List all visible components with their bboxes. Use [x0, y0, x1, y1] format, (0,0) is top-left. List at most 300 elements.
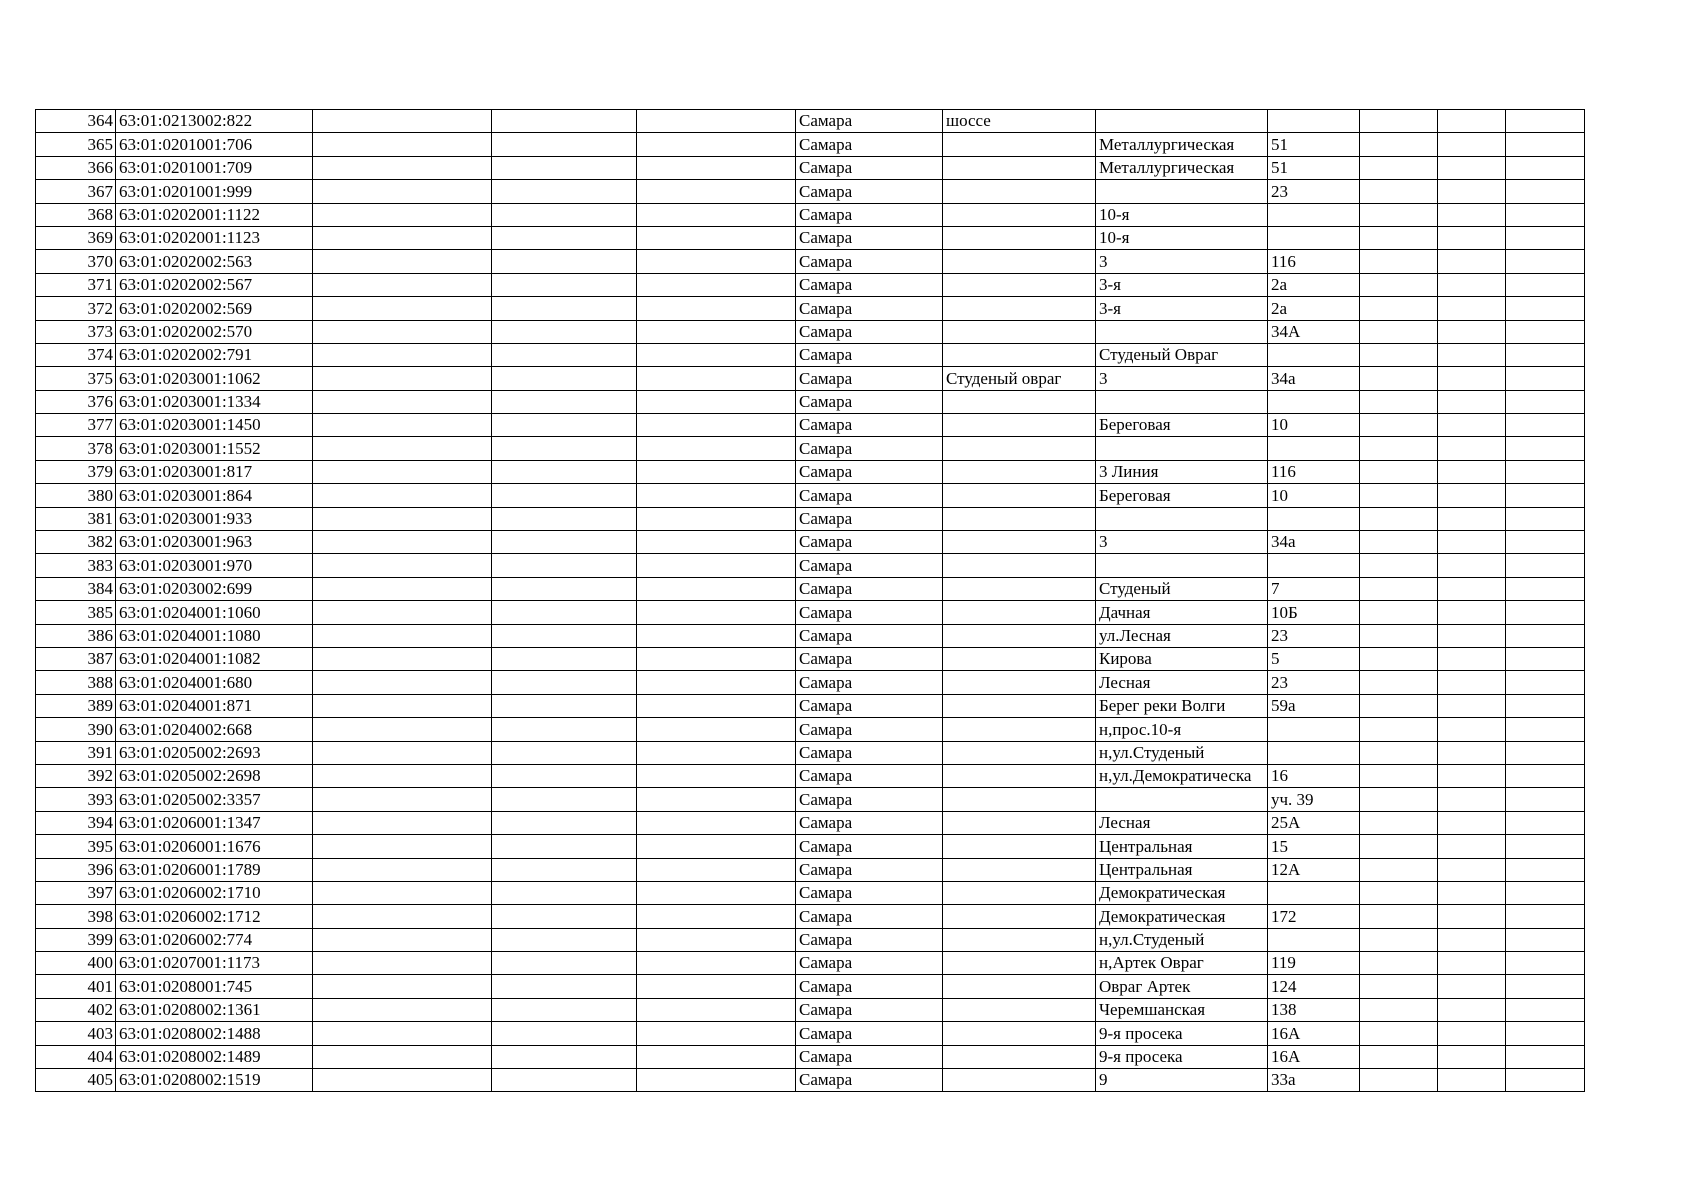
- city-cell: Самара: [796, 647, 943, 670]
- blank-cell-k: [1438, 460, 1506, 483]
- row-number-cell: 374: [36, 343, 116, 366]
- street-cell: Кирова: [1096, 647, 1268, 670]
- house-cell: 7: [1268, 577, 1360, 600]
- table-row: [36, 414, 1585, 437]
- blank-cell-j: [1360, 694, 1438, 717]
- blank-cell-d: [492, 203, 637, 226]
- district-cell: [943, 507, 1096, 530]
- cadastral-number-cell: 63:01:0203001:970: [116, 554, 313, 577]
- house-cell: 138: [1268, 998, 1360, 1021]
- city-cell: Самара: [796, 203, 943, 226]
- blank-cell-e: [637, 1069, 796, 1092]
- row-number-cell: 368: [36, 203, 116, 226]
- table-row: [36, 835, 1585, 858]
- blank-cell-c: [313, 694, 492, 717]
- row-number-cell: 404: [36, 1045, 116, 1068]
- row-number-cell: 388: [36, 671, 116, 694]
- blank-cell-j: [1360, 741, 1438, 764]
- blank-cell-c: [313, 531, 492, 554]
- street-cell: Демократическая: [1096, 905, 1268, 928]
- street-cell: Дачная: [1096, 601, 1268, 624]
- blank-cell-j: [1360, 343, 1438, 366]
- district-cell: [943, 156, 1096, 179]
- city-cell: Самара: [796, 694, 943, 717]
- street-cell: [1096, 507, 1268, 530]
- row-number-cell: 386: [36, 624, 116, 647]
- blank-cell-l: [1506, 577, 1585, 600]
- table-row: [36, 156, 1585, 179]
- district-cell: [943, 858, 1096, 881]
- house-cell: [1268, 741, 1360, 764]
- blank-cell-l: [1506, 273, 1585, 296]
- blank-cell-d: [492, 905, 637, 928]
- house-cell: 119: [1268, 952, 1360, 975]
- city-cell: Самара: [796, 905, 943, 928]
- district-cell: [943, 1045, 1096, 1068]
- blank-cell-j: [1360, 414, 1438, 437]
- city-cell: Самара: [796, 671, 943, 694]
- blank-cell-e: [637, 414, 796, 437]
- district-cell: [943, 905, 1096, 928]
- city-cell: Самара: [796, 133, 943, 156]
- blank-cell-d: [492, 507, 637, 530]
- blank-cell-e: [637, 226, 796, 249]
- city-cell: Самара: [796, 297, 943, 320]
- blank-cell-d: [492, 156, 637, 179]
- blank-cell-l: [1506, 367, 1585, 390]
- blank-cell-d: [492, 133, 637, 156]
- blank-cell-j: [1360, 531, 1438, 554]
- house-cell: 2а: [1268, 273, 1360, 296]
- cadastral-number-cell: 63:01:0202002:570: [116, 320, 313, 343]
- house-cell: 116: [1268, 460, 1360, 483]
- row-number-cell: 371: [36, 273, 116, 296]
- row-number-cell: 399: [36, 928, 116, 951]
- blank-cell-e: [637, 1045, 796, 1068]
- row-number-cell: 370: [36, 250, 116, 273]
- city-cell: Самара: [796, 601, 943, 624]
- city-cell: Самара: [796, 881, 943, 904]
- blank-cell-d: [492, 764, 637, 787]
- row-number-cell: 372: [36, 297, 116, 320]
- city-cell: Самара: [796, 414, 943, 437]
- city-cell: Самара: [796, 858, 943, 881]
- row-number-cell: 393: [36, 788, 116, 811]
- district-cell: шоссе: [943, 110, 1096, 133]
- district-cell: [943, 531, 1096, 554]
- cadastral-number-cell: 63:01:0202002:563: [116, 250, 313, 273]
- house-cell: 116: [1268, 250, 1360, 273]
- blank-cell-d: [492, 226, 637, 249]
- blank-cell-k: [1438, 811, 1506, 834]
- blank-cell-j: [1360, 671, 1438, 694]
- cadastral-number-cell: 63:01:0204001:1082: [116, 647, 313, 670]
- blank-cell-d: [492, 811, 637, 834]
- district-cell: [943, 437, 1096, 460]
- table-row: [36, 1069, 1585, 1092]
- blank-cell-k: [1438, 577, 1506, 600]
- city-cell: Самара: [796, 110, 943, 133]
- row-number-cell: 382: [36, 531, 116, 554]
- row-number-cell: 385: [36, 601, 116, 624]
- blank-cell-j: [1360, 180, 1438, 203]
- blank-cell-e: [637, 694, 796, 717]
- blank-cell-l: [1506, 1069, 1585, 1092]
- district-cell: [943, 998, 1096, 1021]
- house-cell: [1268, 343, 1360, 366]
- blank-cell-j: [1360, 203, 1438, 226]
- table-row: [36, 273, 1585, 296]
- blank-cell-d: [492, 998, 637, 1021]
- cadastral-number-cell: 63:01:0204002:668: [116, 718, 313, 741]
- blank-cell-k: [1438, 741, 1506, 764]
- row-number-cell: 364: [36, 110, 116, 133]
- blank-cell-c: [313, 1022, 492, 1045]
- blank-cell-e: [637, 601, 796, 624]
- cadastral-number-cell: 63:01:0203001:1552: [116, 437, 313, 460]
- street-cell: Студеный: [1096, 577, 1268, 600]
- blank-cell-k: [1438, 531, 1506, 554]
- blank-cell-d: [492, 390, 637, 413]
- blank-cell-c: [313, 858, 492, 881]
- city-cell: Самара: [796, 343, 943, 366]
- blank-cell-c: [313, 320, 492, 343]
- blank-cell-d: [492, 1022, 637, 1045]
- blank-cell-l: [1506, 156, 1585, 179]
- blank-cell-d: [492, 1045, 637, 1068]
- blank-cell-l: [1506, 928, 1585, 951]
- row-number-cell: 383: [36, 554, 116, 577]
- street-cell: [1096, 788, 1268, 811]
- blank-cell-e: [637, 624, 796, 647]
- street-cell: н,прос.10-я: [1096, 718, 1268, 741]
- blank-cell-e: [637, 905, 796, 928]
- cadastral-number-cell: 63:01:0204001:1060: [116, 601, 313, 624]
- table-row: [36, 928, 1585, 951]
- blank-cell-e: [637, 484, 796, 507]
- cadastral-number-cell: 63:01:0208002:1361: [116, 998, 313, 1021]
- blank-cell-c: [313, 180, 492, 203]
- street-cell: Лесная: [1096, 671, 1268, 694]
- row-number-cell: 380: [36, 484, 116, 507]
- blank-cell-j: [1360, 484, 1438, 507]
- house-cell: уч. 39: [1268, 788, 1360, 811]
- row-number-cell: 395: [36, 835, 116, 858]
- city-cell: Самара: [796, 320, 943, 343]
- house-cell: 124: [1268, 975, 1360, 998]
- table-row: [36, 975, 1585, 998]
- row-number-cell: 365: [36, 133, 116, 156]
- blank-cell-j: [1360, 250, 1438, 273]
- blank-cell-c: [313, 414, 492, 437]
- cadastral-number-cell: 63:01:0201001:999: [116, 180, 313, 203]
- blank-cell-d: [492, 180, 637, 203]
- row-number-cell: 400: [36, 952, 116, 975]
- table-row: [36, 343, 1585, 366]
- table-row: [36, 671, 1585, 694]
- district-cell: [943, 1022, 1096, 1045]
- blank-cell-k: [1438, 226, 1506, 249]
- city-cell: Самара: [796, 741, 943, 764]
- row-number-cell: 387: [36, 647, 116, 670]
- blank-cell-c: [313, 226, 492, 249]
- table-row: [36, 718, 1585, 741]
- blank-cell-j: [1360, 881, 1438, 904]
- blank-cell-e: [637, 203, 796, 226]
- blank-cell-e: [637, 975, 796, 998]
- blank-cell-c: [313, 484, 492, 507]
- blank-cell-e: [637, 1022, 796, 1045]
- blank-cell-c: [313, 764, 492, 787]
- blank-cell-d: [492, 694, 637, 717]
- blank-cell-k: [1438, 881, 1506, 904]
- blank-cell-j: [1360, 297, 1438, 320]
- blank-cell-l: [1506, 741, 1585, 764]
- city-cell: Самара: [796, 390, 943, 413]
- blank-cell-e: [637, 531, 796, 554]
- house-cell: 59а: [1268, 694, 1360, 717]
- blank-cell-j: [1360, 320, 1438, 343]
- blank-cell-j: [1360, 905, 1438, 928]
- blank-cell-d: [492, 110, 637, 133]
- city-cell: Самара: [796, 1069, 943, 1092]
- city-cell: Самара: [796, 624, 943, 647]
- street-cell: Демократическая: [1096, 881, 1268, 904]
- city-cell: Самара: [796, 180, 943, 203]
- blank-cell-c: [313, 343, 492, 366]
- blank-cell-c: [313, 507, 492, 530]
- house-cell: [1268, 881, 1360, 904]
- blank-cell-l: [1506, 858, 1585, 881]
- blank-cell-l: [1506, 975, 1585, 998]
- district-cell: [943, 180, 1096, 203]
- blank-cell-k: [1438, 718, 1506, 741]
- blank-cell-l: [1506, 414, 1585, 437]
- blank-cell-c: [313, 156, 492, 179]
- house-cell: [1268, 554, 1360, 577]
- street-cell: ул.Лесная: [1096, 624, 1268, 647]
- blank-cell-k: [1438, 952, 1506, 975]
- street-cell: 3-я: [1096, 273, 1268, 296]
- cadastral-number-cell: 63:01:0207001:1173: [116, 952, 313, 975]
- cadastral-number-cell: 63:01:0202001:1122: [116, 203, 313, 226]
- blank-cell-k: [1438, 250, 1506, 273]
- blank-cell-c: [313, 110, 492, 133]
- district-cell: [943, 297, 1096, 320]
- blank-cell-j: [1360, 624, 1438, 647]
- table-row: [36, 297, 1585, 320]
- house-cell: 51: [1268, 156, 1360, 179]
- table-row: [36, 226, 1585, 249]
- blank-cell-j: [1360, 835, 1438, 858]
- cadastral-number-cell: 63:01:0205002:2693: [116, 741, 313, 764]
- house-cell: 10: [1268, 414, 1360, 437]
- blank-cell-k: [1438, 1069, 1506, 1092]
- blank-cell-e: [637, 507, 796, 530]
- blank-cell-k: [1438, 905, 1506, 928]
- district-cell: [943, 835, 1096, 858]
- blank-cell-d: [492, 1069, 637, 1092]
- house-cell: 33а: [1268, 1069, 1360, 1092]
- street-cell: Овраг Артек: [1096, 975, 1268, 998]
- blank-cell-l: [1506, 952, 1585, 975]
- house-cell: 16А: [1268, 1022, 1360, 1045]
- row-number-cell: 384: [36, 577, 116, 600]
- district-cell: [943, 788, 1096, 811]
- blank-cell-d: [492, 273, 637, 296]
- table-row: [36, 1045, 1585, 1068]
- table-row: [36, 180, 1585, 203]
- blank-cell-k: [1438, 835, 1506, 858]
- blank-cell-c: [313, 671, 492, 694]
- blank-cell-d: [492, 788, 637, 811]
- blank-cell-d: [492, 484, 637, 507]
- blank-cell-c: [313, 601, 492, 624]
- blank-cell-j: [1360, 156, 1438, 179]
- blank-cell-c: [313, 811, 492, 834]
- blank-cell-d: [492, 928, 637, 951]
- blank-cell-k: [1438, 507, 1506, 530]
- blank-cell-d: [492, 297, 637, 320]
- blank-cell-e: [637, 320, 796, 343]
- blank-cell-j: [1360, 811, 1438, 834]
- street-cell: н,Артек Овраг: [1096, 952, 1268, 975]
- blank-cell-k: [1438, 694, 1506, 717]
- street-cell: 10-я: [1096, 203, 1268, 226]
- city-cell: Самара: [796, 1045, 943, 1068]
- blank-cell-e: [637, 952, 796, 975]
- table-row: [36, 437, 1585, 460]
- blank-cell-j: [1360, 764, 1438, 787]
- table-body: [36, 110, 1585, 1092]
- blank-cell-c: [313, 788, 492, 811]
- blank-cell-d: [492, 835, 637, 858]
- blank-cell-k: [1438, 998, 1506, 1021]
- district-cell: [943, 273, 1096, 296]
- house-cell: [1268, 507, 1360, 530]
- street-cell: 3 Линия: [1096, 460, 1268, 483]
- street-cell: 3: [1096, 367, 1268, 390]
- street-cell: [1096, 437, 1268, 460]
- street-cell: 10-я: [1096, 226, 1268, 249]
- city-cell: Самара: [796, 788, 943, 811]
- blank-cell-e: [637, 811, 796, 834]
- row-number-cell: 403: [36, 1022, 116, 1045]
- table-row: [36, 624, 1585, 647]
- street-cell: Центральная: [1096, 858, 1268, 881]
- house-cell: 12А: [1268, 858, 1360, 881]
- blank-cell-d: [492, 647, 637, 670]
- cadastral-number-cell: 63:01:0203001:864: [116, 484, 313, 507]
- street-cell: Металлургическая: [1096, 133, 1268, 156]
- blank-cell-k: [1438, 390, 1506, 413]
- blank-cell-d: [492, 414, 637, 437]
- blank-cell-l: [1506, 764, 1585, 787]
- blank-cell-c: [313, 998, 492, 1021]
- blank-cell-l: [1506, 1022, 1585, 1045]
- district-cell: [943, 320, 1096, 343]
- street-cell: Береговая: [1096, 484, 1268, 507]
- blank-cell-e: [637, 764, 796, 787]
- district-cell: [943, 203, 1096, 226]
- row-number-cell: 373: [36, 320, 116, 343]
- row-number-cell: 389: [36, 694, 116, 717]
- blank-cell-j: [1360, 226, 1438, 249]
- city-cell: Самара: [796, 952, 943, 975]
- city-cell: Самара: [796, 437, 943, 460]
- table-row: [36, 133, 1585, 156]
- street-cell: Береговая: [1096, 414, 1268, 437]
- blank-cell-e: [637, 928, 796, 951]
- house-cell: 2а: [1268, 297, 1360, 320]
- blank-cell-j: [1360, 460, 1438, 483]
- blank-cell-l: [1506, 718, 1585, 741]
- blank-cell-c: [313, 928, 492, 951]
- district-cell: [943, 601, 1096, 624]
- street-cell: Студеный Овраг: [1096, 343, 1268, 366]
- cadastral-number-cell: 63:01:0203002:699: [116, 577, 313, 600]
- row-number-cell: 392: [36, 764, 116, 787]
- table-row: [36, 647, 1585, 670]
- cadastral-number-cell: 63:01:0203001:933: [116, 507, 313, 530]
- cadastral-number-cell: 63:01:0208002:1489: [116, 1045, 313, 1068]
- table-row: [36, 601, 1585, 624]
- blank-cell-j: [1360, 1045, 1438, 1068]
- cadastral-number-cell: 63:01:0206001:1347: [116, 811, 313, 834]
- cadastral-number-cell: 63:01:0201001:709: [116, 156, 313, 179]
- city-cell: Самара: [796, 718, 943, 741]
- city-cell: Самара: [796, 998, 943, 1021]
- row-number-cell: 367: [36, 180, 116, 203]
- blank-cell-j: [1360, 110, 1438, 133]
- district-cell: [943, 484, 1096, 507]
- blank-cell-j: [1360, 437, 1438, 460]
- blank-cell-l: [1506, 110, 1585, 133]
- blank-cell-d: [492, 741, 637, 764]
- table-row: [36, 250, 1585, 273]
- blank-cell-l: [1506, 437, 1585, 460]
- blank-cell-c: [313, 554, 492, 577]
- blank-cell-j: [1360, 718, 1438, 741]
- blank-cell-k: [1438, 110, 1506, 133]
- city-cell: Самара: [796, 484, 943, 507]
- blank-cell-k: [1438, 180, 1506, 203]
- blank-cell-j: [1360, 390, 1438, 413]
- blank-cell-e: [637, 390, 796, 413]
- house-cell: 172: [1268, 905, 1360, 928]
- blank-cell-j: [1360, 998, 1438, 1021]
- district-cell: [943, 741, 1096, 764]
- blank-cell-k: [1438, 343, 1506, 366]
- blank-cell-l: [1506, 180, 1585, 203]
- blank-cell-k: [1438, 1022, 1506, 1045]
- blank-cell-e: [637, 250, 796, 273]
- blank-cell-e: [637, 671, 796, 694]
- blank-cell-e: [637, 180, 796, 203]
- house-cell: [1268, 390, 1360, 413]
- blank-cell-c: [313, 624, 492, 647]
- district-cell: [943, 133, 1096, 156]
- blank-cell-d: [492, 624, 637, 647]
- cadastral-number-cell: 63:01:0202002:567: [116, 273, 313, 296]
- district-cell: [943, 226, 1096, 249]
- district-cell: [943, 647, 1096, 670]
- house-cell: [1268, 203, 1360, 226]
- blank-cell-k: [1438, 133, 1506, 156]
- cadastral-number-cell: 63:01:0203001:1062: [116, 367, 313, 390]
- blank-cell-c: [313, 835, 492, 858]
- blank-cell-k: [1438, 764, 1506, 787]
